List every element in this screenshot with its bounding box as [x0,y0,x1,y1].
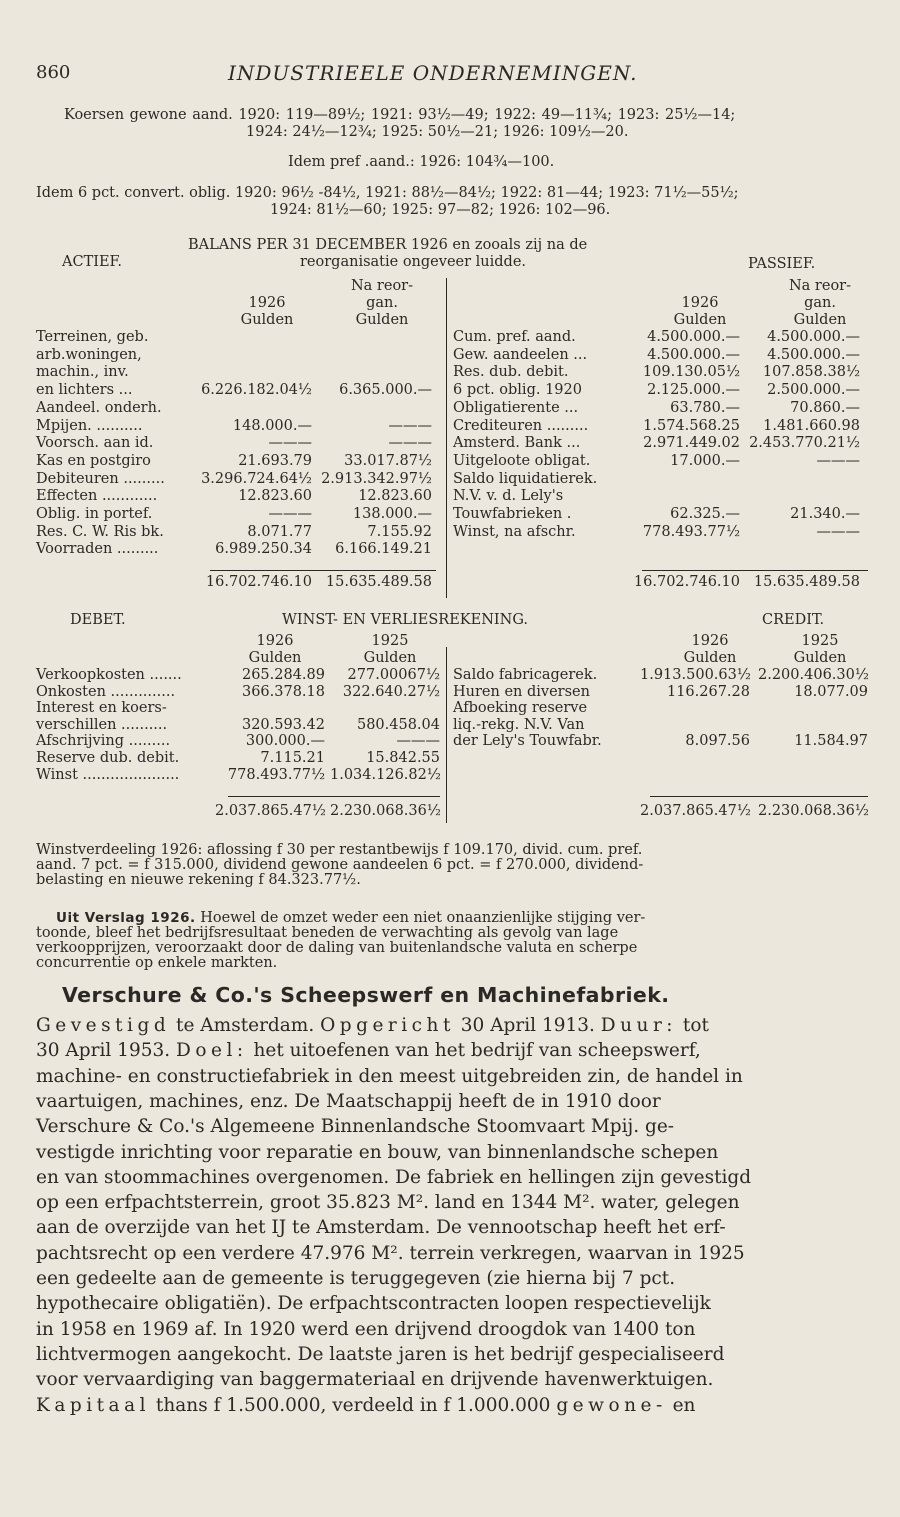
page-number: 860 [36,62,71,83]
report-text: Hoewel de omzet weder een niet onaanzienlijke stijging ver- [195,910,646,926]
quote-line: Idem pref .aand.: 1926: 104¾—100. [288,154,555,170]
balance-divider [446,278,447,598]
row-value: 7.115.21 [260,750,325,766]
actief-label: ACTIEF. [62,254,122,270]
quote-line: Idem 6 pct. convert. oblig. 1920: 96½ -84½, 1921: 88½—84½; 1922: 81—44; 1923: 71½—55½; [36,185,739,201]
body-span: lichtvermogen aangekocht. De laatste jaren is het bedrijf gespecialiseerd [36,1343,725,1365]
body-span: Gevestigd [36,1015,171,1036]
row-value: 366.378.18 [241,683,325,700]
quote-line: Koersen gewone aand. 1920: 119—89½; 1921: 93½—49; 1922: 49—11¾; 1923: 25½—14; [64,107,736,123]
row-label: Winst, na afschr. [453,523,576,540]
row-value: 6.989.250.34 [215,541,312,558]
row-value: 6.365.000.— [339,382,432,399]
row-value: 2.500.000.— [767,382,860,399]
col-head: 1925 [801,633,839,649]
body-line [36,1190,866,1215]
row-value: 33.017.87½ [344,452,432,469]
row-value: 320.593.42 [241,716,325,733]
col-head: gan. [804,295,836,311]
distribution-line: Winstverdeeling 1926: aflossing f 30 per restantbewijs f 109.170, divid. cum. pref. [36,842,643,858]
row-label: Crediteuren ......... [453,417,589,434]
row-value: 2.125.000.— [647,382,740,399]
row-value: 21.693.79 [238,452,312,469]
body-span: in 1958 en 1969 af. In 1920 werd een drijvend droogdok van 1400 ton [36,1318,696,1340]
row-label: Mpijen. .......... [36,417,143,434]
body-span: tot [677,1015,709,1036]
body-span: een gedeelte aan de gemeente is teruggegeven (zie hierna bij 7 pct. [36,1268,676,1289]
body-span: machine- en constructiefabriek in den meest uitgebreiden zin, de handel in [36,1065,743,1087]
row-label: der Lely's Touwfabr. [453,733,602,750]
body-line [36,1241,866,1266]
col-head: 1926 [248,295,286,311]
row-value: 7.155.92 [367,523,432,540]
row-value: 1.574.568.25 [643,417,740,434]
body-line [36,1317,866,1342]
body-span: Kapitaal [36,1394,151,1416]
body-span: Doel: [176,1040,248,1062]
body-line [36,1165,866,1190]
credit-total-1926: 2.037.865.47½ [640,803,751,819]
row-label: Res. C. W. Ris bk. [36,523,164,540]
row-value: 778.493.77½ [227,766,325,783]
row-label: Voorsch. aan id. [36,435,154,452]
row-value: 6.226.182.04½ [201,382,312,399]
row-label: liq.-rekg. N.V. Van [453,716,585,733]
row-value: 70.860.— [790,399,860,416]
body-span: 30 April 1953. [36,1040,177,1062]
col-head: 1926 [691,633,729,649]
row-value: 8.071.77 [247,523,312,540]
col-head: Gulden [363,650,417,666]
total-rule [642,570,868,571]
row-value: 4.500.000.— [647,329,740,345]
body-line [36,1367,866,1392]
row-label: Saldo liquidatierek. [453,470,598,487]
row-value: 12.823.60 [358,488,432,505]
row-value: 1.481.660.98 [763,417,860,434]
row-value: 265.284.89 [241,667,325,683]
row-label: Onkosten .............. [36,683,176,700]
row-label: verschillen .......... [36,716,168,733]
body-line [36,1114,866,1139]
body-line [36,1342,866,1367]
body-line [36,1266,866,1291]
row-label: Debiteuren ......... [36,470,165,487]
body-span: vaartuigen, machines, enz. De Maatschappij heeft de in 1910 door [36,1090,661,1112]
row-value: 109.130.05½ [642,364,740,381]
body-line [36,1013,866,1038]
body-span: pachtsrecht op een verdere 47.976 M². terrein verkregen, waarvan in 1925 [36,1242,745,1264]
row-value: 116.267.28 [666,683,750,700]
col-head: Gulden [793,312,847,328]
pl-divider [446,647,447,823]
row-value: ——— [268,435,312,452]
row-label: en lichters ... [36,382,133,399]
body-span: te Amsterdam. [170,1015,321,1036]
body-span: het uitoefenen van het bedrijf van scheepswerf, [247,1040,701,1062]
body-span: thans f 1.500.000, verdeeld in f 1.000.000 [150,1394,557,1416]
body-line [36,1393,866,1418]
body-span: Duur: [600,1015,678,1036]
row-value: 107.858.38½ [762,364,860,381]
row-value: 63.780.— [670,399,740,416]
body-line [36,1140,866,1165]
body-span: en [666,1394,696,1416]
body-span: Opgericht [320,1015,455,1036]
body-line [36,1038,866,1063]
row-value: 18.077.09 [794,683,868,700]
row-value: 4.500.000.— [767,329,860,345]
row-label: Interest en koers- [36,700,167,717]
row-value: 778.493.77½ [642,523,740,540]
row-label: arb.woningen, [36,346,142,363]
body-line [36,1089,866,1114]
report-line: verkoopprijzen, veroorzaakt door de daling van buitenlandsche valuta en scherpe [36,940,638,956]
body-line [36,1064,866,1089]
col-head: 1926 [256,633,294,649]
col-head: 1926 [681,295,719,311]
balance-subtitle: reorganisatie ongeveer luidde. [300,254,527,270]
col-head: 1925 [371,633,409,649]
body-span: aan de overzijde van het IJ te Amsterdam. De vennootschap heeft het erf- [36,1217,726,1239]
debet-label: DEBET. [70,612,126,628]
row-value: 4.500.000.— [647,346,740,363]
row-label: Cum. pref. aand. [453,329,576,345]
row-label: Verkoopkosten ....... [36,667,182,683]
quote-line: 1924: 24½—12¾; 1925: 50½—21; 1926: 109½—20. [246,124,629,140]
passief-label: PASSIEF. [748,256,816,272]
report-line: concurrentie op enkele markten. [36,955,278,971]
row-label: 6 pct. oblig. 1920 [453,382,582,399]
passief-total-1926: 16.702.746.10 [633,574,740,590]
row-label: Kas en postgiro [36,452,151,469]
body-line [36,1291,866,1316]
total-rule [650,796,868,797]
row-label: Amsterd. Bank ... [453,435,581,452]
row-value: 17.000.— [670,452,740,469]
pl-title: WINST- EN VERLIESREKENING. [282,612,528,628]
balance-title: BALANS PER 31 DECEMBER 1926 en zooals zij na de [188,237,588,253]
actief-total-reorg: 15.635.489.58 [325,574,432,590]
body-span: 30 April 1913. [454,1015,601,1036]
row-value: 12.823.60 [238,488,312,505]
row-value: ——— [388,435,432,452]
row-value: 4.500.000.— [767,346,860,363]
distribution-line: belasting en nieuwe rekening f 84.323.77½. [36,872,361,888]
row-value: 148.000.— [232,417,312,434]
row-value: ——— [816,523,860,540]
col-head: Gulden [355,312,409,328]
debet-total-1926: 2.037.865.47½ [215,803,326,819]
row-label: Obligatierente ... [453,399,579,416]
body-line [36,1215,866,1240]
row-value: ——— [816,452,860,469]
body-span: op een erfpachtsterrein, groot 35.823 M². land en 1344 M². water, gelegen [36,1192,740,1214]
row-value: 322.640.27½ [342,683,440,700]
body-span: gewone- [556,1394,667,1416]
col-head: Gulden [673,312,727,328]
col-head: Gulden [683,650,737,666]
row-value: 277.00067½ [347,667,440,683]
body-span: en van stoommachines overgenomen. De fabriek en hellingen zijn gevestigd [36,1166,752,1188]
row-label: Huren en diversen [453,683,590,700]
credit-label: CREDIT. [762,612,825,628]
row-value: 2.913.342.97½ [321,470,432,487]
row-value: 2.971.449.02 [643,435,740,452]
row-value: 1.913.500.63½ [640,667,751,683]
report-line: toonde, bleef het bedrijfsresultaat beneden de verwachting als gevolg van lage [36,925,619,941]
report-label: Uit Verslag 1926. [56,910,196,926]
credit-total-1925: 2.230.068.36½ [758,803,869,819]
body-span: hypothecaire obligatiën). De erfpachtscontracten loopen respectievelijk [36,1293,711,1315]
row-label: machin., inv. [36,364,129,381]
row-value: 6.166.149.21 [335,541,432,558]
body-span: Verschure & Co.'s Algemeene Binnenlandsche Stoomvaart Mpij. ge- [36,1116,675,1138]
col-head: Gulden [793,650,847,666]
row-label: Res. dub. debit. [453,364,569,381]
total-rule [210,570,436,571]
col-head: Gulden [248,650,302,666]
row-label: Reserve dub. debit. [36,750,180,766]
company-title: Verschure & Co.'s Scheepswerf en Machinefabriek. [62,983,670,1007]
row-label: Voorraden ......... [36,541,159,558]
row-label: Afschrijving ......... [36,733,171,750]
row-value: 21.340.— [790,506,860,522]
row-label: Oblig. in portef. [36,506,153,522]
row-value: 2.453.770.21½ [749,435,860,452]
row-value: ——— [268,506,312,522]
total-rule [228,796,440,797]
quote-line: 1924: 81½—60; 1925: 97—82; 1926: 102—96. [270,202,611,218]
col-head: gan. [366,295,398,311]
debet-total-1925: 2.230.068.36½ [330,803,441,819]
row-label: Winst ..................... [36,766,180,783]
actief-total-1926: 16.702.746.10 [205,574,312,590]
col-head: Na reor- [350,278,413,294]
row-value: 580.458.04 [356,716,440,733]
row-value: 138.000.— [352,506,432,522]
col-head: Gulden [240,312,294,328]
row-label: Terreinen, geb. [36,329,149,345]
body-span: voor vervaardiging van baggermateriaal en drijvende havenwerktuigen. [36,1369,714,1391]
row-value: 15.842.55 [366,750,440,766]
row-value: 8.097.56 [685,733,750,750]
row-label: Gew. aandeelen ... [453,346,588,363]
row-value: 2.200.406.30½ [758,667,869,683]
body-span: vestigde inrichting voor reparatie en bouw, van binnenlandsche schepen [36,1141,719,1163]
row-value: ——— [388,417,432,434]
row-value: 300.000.— [245,733,325,750]
row-value: 62.325.— [670,506,740,522]
running-title: INDUSTRIEELE ONDERNEMINGEN. [228,61,638,85]
report-line [56,911,645,926]
row-label: Uitgeloote obligat. [453,452,591,469]
row-label: Touwfabrieken . [453,506,572,522]
row-value: 1.034.126.82½ [330,766,441,783]
row-label: N.V. v. d. Lely's [453,488,564,505]
row-label: Afboeking reserve [453,700,588,717]
passief-total-reorg: 15.635.489.58 [753,574,860,590]
row-label: Effecten ............ [36,488,158,505]
row-value: 11.584.97 [794,733,868,750]
distribution-line: aand. 7 pct. = f 315.000, dividend gewone aandeelen 6 pct. = f 270.000, dividend- [36,857,644,873]
row-value: ——— [396,733,440,750]
row-value: 3.296.724.64½ [201,470,312,487]
row-label: Saldo fabricagerek. [453,667,598,683]
col-head: Na reor- [788,278,851,294]
row-label: Aandeel. onderh. [36,399,162,416]
